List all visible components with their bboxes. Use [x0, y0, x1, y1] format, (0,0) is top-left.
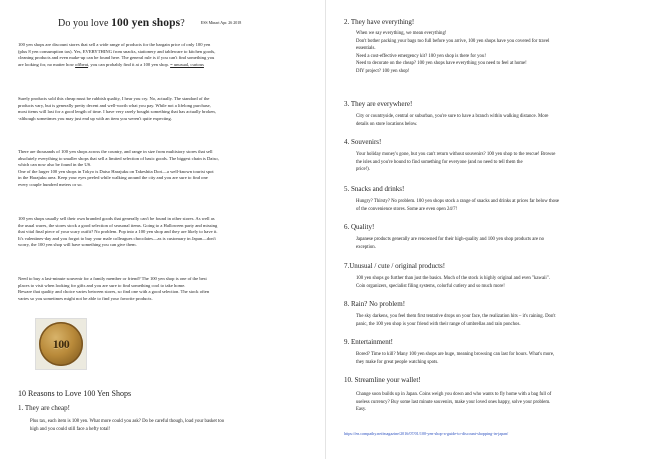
intro-paragraph-5: Need to buy a last-minute souvenir for a family member or friend? The 100 yen shop is one of the best places to visit when looking for gifts and you are sure to find something cool to take home. Beware that quality and choice varies between stores, so find one with a good selection. The stock often varies so you sometimes might not be able to find your favorite products.: [18, 276, 210, 301]
intro-paragraph-1: 100 yen shops are discount stores that sell a wide range of products for the bargain price of only 100 yen (plus 8 yen consumption tax). Yes, EVERYTHING from snacks, stationery and tableware to kitchen goods, cleaning products and even make-up can be found here. The general rule is if you can't find something you are looking for, no matter how offbeat, you can probably find it at a 100 yen shop. = unusual, curious: [18, 42, 216, 67]
reason-6-text: Japanese products generally are renowned for their high-quality and 100 yen shop products are no exception.: [356, 237, 545, 250]
reason-4-text: Your holiday money's gone, but you can't return without souvenirs? 100 yen shop to the rescue! Browse the isles and you're bound to find something for everyone (and no need to tell them the price!).: [356, 152, 556, 172]
reason-9-text: Bored? Time to kill? Many 100 yen shops are huge, meaning browsing can last for hours. What's more, they make for great people watching spots.: [356, 352, 555, 365]
100-yen-coin-image: 100: [39, 322, 83, 366]
reason-2-text: When we say everything, we mean everything! Don't bother packing your bags too full before you arrive, 100 yen shops have you covered for travel essentials. Need a cost-effective emergency kit? 100 yen shop is there for you! Need to decorate on the cheap? 100 yen shops have everything you need to feel at home! DIY project? 100 yen shop!: [356, 31, 550, 74]
reason-7-text: 100 yen shops go further than just the basics. Much of the stock is highly original and even "kawaii". Coin organizers, specialist filing systems, colorful cutlery and so much more!: [356, 276, 550, 289]
right-page: [325, 0, 650, 459]
intro-paragraph-2: Surely products sold this cheap must be rubbish quality, I hear you cry. No, actually. The standard of the products vary, but is generally pretty decent and well-worth what you pay. While not a lifelong purchase, most items will last for a good length of time. I have very rarely bought something that has actually broken, -although sometimes you may just end up with an item you weren't quite expecting.: [18, 96, 216, 121]
reason-4-title: 4. Souvenirs!: [344, 138, 382, 146]
intro-paragraph-4: 100 yen shops usually sell their own branded goods that generally can't be found in other stores. As well as the usual wares, the stores stock a good selection of seasonal items. Going to a Halloween party and missing that vital final piece of your scary outfit? No problem. Pop into a 100 yen shop and they are likely to have it. It's valentines-day and you forgot to buy your male colleagues chocolates—as is customary in Japan—don't worry, the 100 yen shop will have something you can give them.: [18, 216, 218, 247]
reasons-heading: 10 Reasons to Love 100 Yen Shops: [18, 389, 132, 398]
reason-5-text: Hungry? Thirsty? No problem. 100 yen shops stock a range of snacks and drinks at prices far below those of the convenience stores. Some are even open 24/7!: [356, 199, 560, 212]
reason-7-title: 7.Unusual / cute / original products!: [344, 262, 446, 270]
reason-3-text: City or countryside, central or suburban, you're sure to have a branch within walking distance. More details on store locations below.: [356, 114, 549, 127]
byline: ESS Minari Apr. 26 2018: [200, 20, 242, 25]
reason-1-text: Plus tax, each item is 108 yen. What more could you ask? Do be careful though, load your basket too high and you could still face a hefty total!: [30, 419, 225, 432]
document-title-row: [58, 13, 318, 31]
intro-paragraph-3: There are thousands of 100 yen shops across the country, and range in size from multistory stores that sell absolutely everything to smaller shops that sell a limited selection of basic goods. The biggest chain is Daiso, which can now also be found in the US. One of the larger 100 yen shops in Tokyo is Daiso Harajuku on Takeshita Dori—a well-known tourist spot in the Harajuku area. Keep your eyes peeled while walking around the city and you are sure to find one every couple hundred meters or so.: [18, 149, 219, 187]
reason-2-title: 2. They have everything!: [344, 18, 415, 26]
coin-photo: [35, 318, 87, 370]
reason-10-text: Change soon builds up in Japan. Coins weigh you down and who wants to fly home with a bag full of useless currency? Buy some last minute souvenirs, make your loved ones happy, solve your problem. Easy.: [356, 392, 552, 412]
reason-3-title: 3. They are everywhere!: [344, 100, 413, 108]
reason-6-title: 6. Quality!: [344, 223, 375, 231]
reason-10-title: 10. Streamline your wallet!: [344, 376, 421, 384]
reason-5-title: 5. Snacks and drinks!: [344, 185, 405, 193]
reason-8-text: The sky darkens, you feel them first tentative drops on your face, the realization hits – it's raining. Don't panic, the 100 yen shop is your friend with their range of umbrellas and rain ponchos.: [356, 314, 556, 327]
reason-8-title: 8. Rain? No problem!: [344, 300, 406, 308]
reason-1-title: 1. They are cheap!: [18, 404, 70, 412]
document-title: Do you love 100 yen shops?: [58, 17, 185, 29]
source-url-link[interactable]: https://en.compathy.net/magazine/2016/07/01/100-yen-shop-a-guide-to-discount-shopping-in-japan/: [344, 431, 509, 436]
reason-9-title: 9. Entertainment!: [344, 338, 393, 346]
title-emphasis: 100 yen shops: [111, 17, 181, 29]
